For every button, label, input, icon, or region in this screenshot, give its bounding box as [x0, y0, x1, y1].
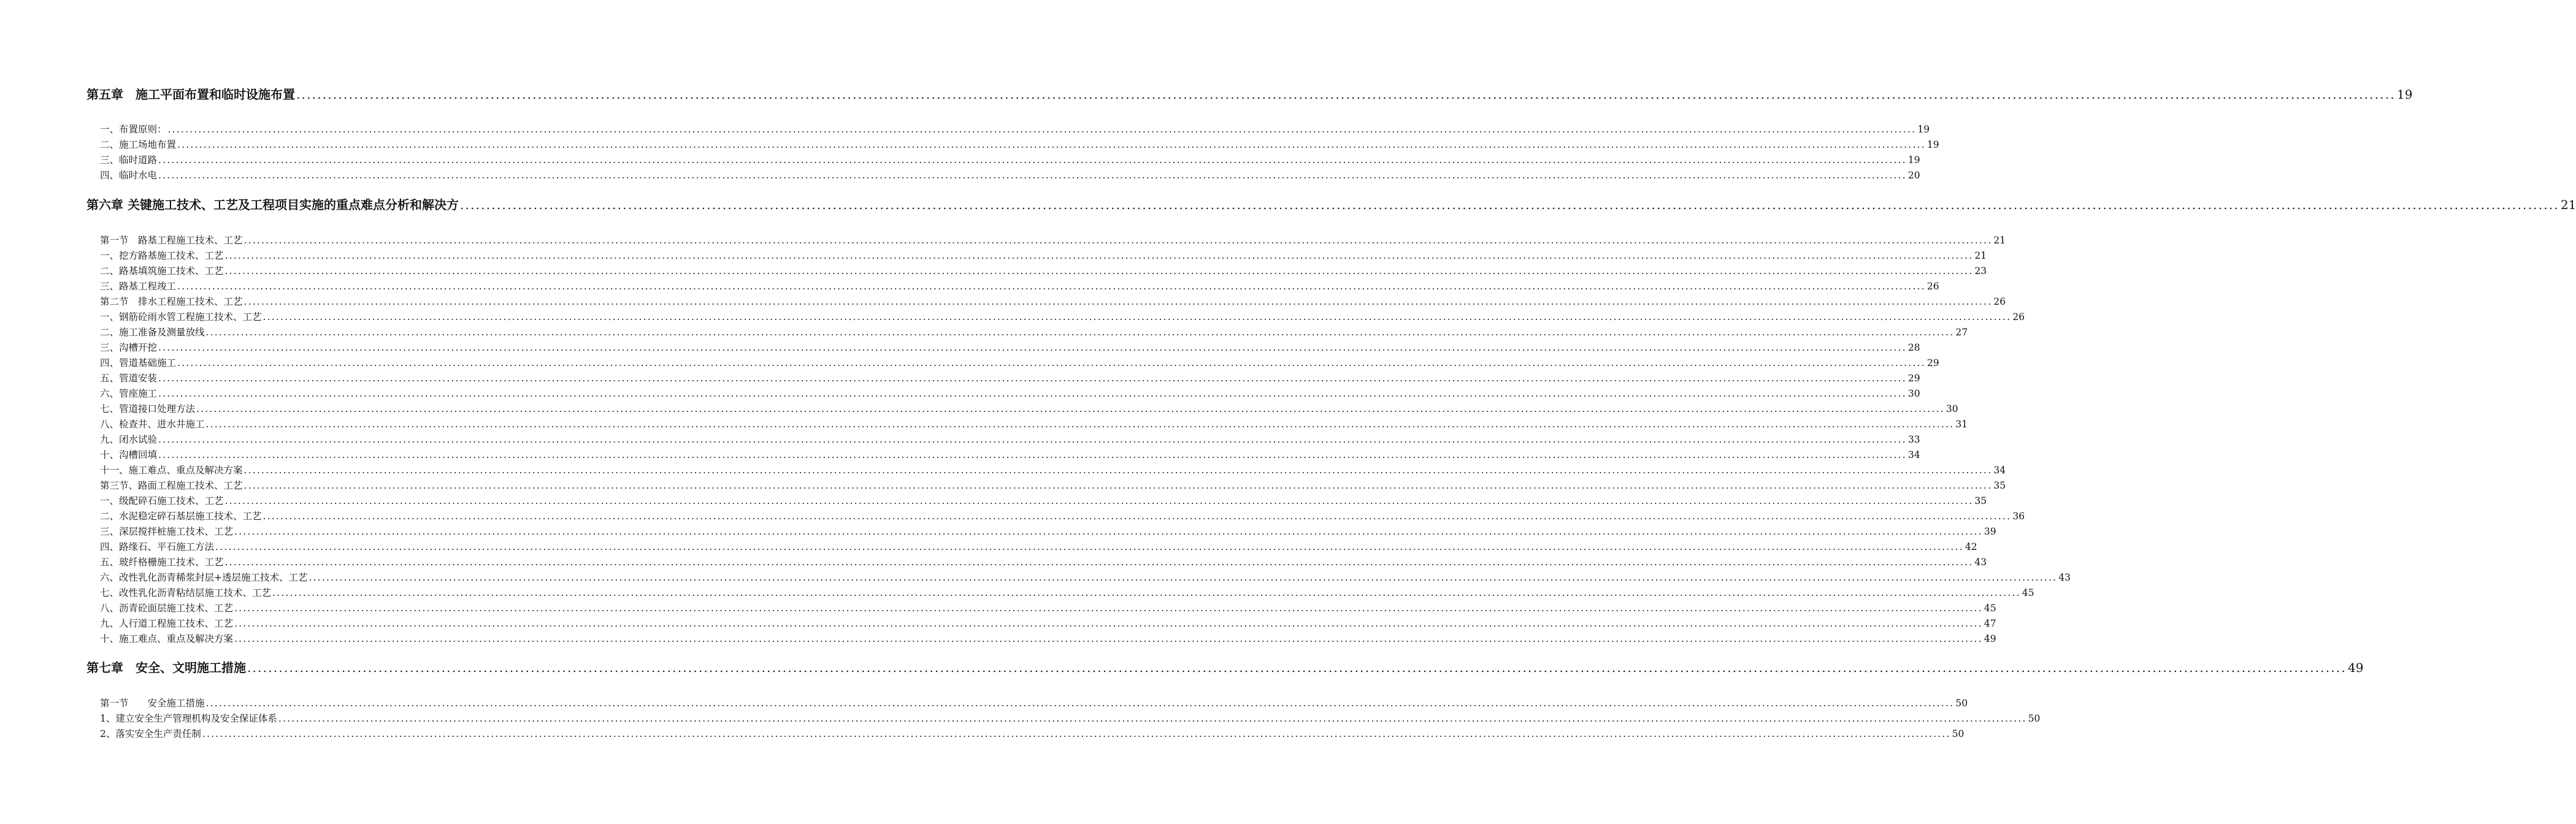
- toc-title: 四、路缘石、平石施工方法: [100, 541, 215, 552]
- dot-leader: ................................................................................................................................................................................................................................................................................................................................................................................................................: [272, 587, 2021, 598]
- dot-leader: ................................................................................................................................................................................................................................................................................................................................................................................................................: [224, 250, 1974, 261]
- toc-entry[interactable]: [100, 371, 1920, 384]
- toc-entry[interactable]: [100, 310, 2025, 323]
- dot-leader: ................................................................................................................................................................................................................................................................................................................................................................................................................: [243, 465, 1993, 476]
- toc-page-number: 36: [2012, 511, 2025, 522]
- toc-page-number: 33: [1907, 434, 1920, 445]
- toc-page-number: 31: [1955, 419, 1968, 430]
- toc-page-number: 30: [1907, 388, 1920, 399]
- toc-page-number: 50: [1952, 728, 1965, 739]
- toc-page-number: 34: [1993, 465, 2006, 476]
- toc-title: 第一节 安全施工措施: [100, 698, 205, 709]
- toc-page-number: 45: [2022, 587, 2034, 598]
- toc-title: 第七章 安全、文明施工措施: [86, 660, 246, 675]
- toc-title: 四、临时水电: [100, 170, 158, 181]
- toc-title: 1、建立安全生产管理机构及安全保证体系: [100, 713, 277, 724]
- toc-entry[interactable]: [100, 137, 1939, 151]
- toc-entry[interactable]: [100, 356, 1939, 369]
- dot-leader: ................................................................................................................................................................................................................................................................................................................................................................................................................: [234, 526, 1983, 537]
- toc-page-number: 43: [2058, 572, 2071, 583]
- toc-entry[interactable]: [100, 432, 1920, 446]
- dot-leader: ................................................................................................................................................................................................................................................................................................................................................................................................................: [167, 124, 1917, 135]
- toc-entry[interactable]: [100, 417, 1968, 430]
- toc-entry[interactable]: [100, 294, 2006, 308]
- dot-leader: ................................................................................................................................................................................................................................................................................................................................................................................................................: [205, 327, 1955, 338]
- toc-page-number: 50: [2028, 713, 2041, 724]
- toc-page-number: 19: [1907, 154, 1920, 166]
- toc-entry[interactable]: [100, 570, 2071, 584]
- toc-entry[interactable]: [100, 540, 1977, 553]
- toc-title: 三、临时道路: [100, 154, 158, 166]
- dot-leader: ................................................................................................................................................................................................................................................................................................................................................................................................................: [234, 618, 1983, 629]
- toc-title: 四、管道基础施工: [100, 357, 177, 368]
- toc-title: 三、深层搅拌桩施工技术、工艺: [100, 526, 234, 537]
- dot-leader: ................................................................................................................................................................................................................................................................................................................................................................................................................: [158, 388, 1907, 399]
- toc-title: 十、沟槽回填: [100, 449, 158, 460]
- toc-page-number: 28: [1907, 342, 1920, 353]
- dot-leader: ................................................................................................................................................................................................................................................................................................................................................................................................................: [247, 660, 2347, 675]
- dot-leader: ................................................................................................................................................................................................................................................................................................................................................................................................................: [234, 633, 1983, 644]
- toc-title: 第六章 关键施工技术、工艺及工程项目实施的重点难点分析和解决方: [86, 197, 459, 212]
- toc-page-number: 49: [2347, 660, 2364, 675]
- toc-title: 三、路基工程竣工: [100, 281, 177, 292]
- toc-entry[interactable]: [100, 279, 1939, 292]
- dot-leader: ................................................................................................................................................................................................................................................................................................................................................................................................................: [205, 419, 1955, 430]
- toc-entry[interactable]: [100, 233, 2006, 246]
- toc-title: 第五章 施工平面布置和临时设施布置: [86, 87, 295, 102]
- toc-title: 一、挖方路基施工技术、工艺: [100, 250, 224, 261]
- toc-title: 一、钢筋砼雨水管工程施工技术、工艺: [100, 311, 262, 322]
- dot-leader: ................................................................................................................................................................................................................................................................................................................................................................................................................: [224, 495, 1974, 506]
- toc-title: 十一、施工难点、重点及解决方案: [100, 465, 243, 476]
- toc-page-number: 39: [1984, 526, 1996, 537]
- dot-leader: ................................................................................................................................................................................................................................................................................................................................................................................................................: [263, 511, 2012, 522]
- toc-entry[interactable]: [100, 248, 1987, 262]
- dot-leader: ................................................................................................................................................................................................................................................................................................................................................................................................................: [177, 139, 1926, 150]
- toc-entry[interactable]: [100, 601, 1996, 614]
- toc-entry[interactable]: [100, 153, 1920, 166]
- toc-page-number: 47: [1984, 618, 1996, 629]
- toc-title: 八、检查井、进水井施工: [100, 419, 205, 430]
- toc-title: 九、人行道工程施工技术、工艺: [100, 618, 234, 629]
- toc-title: 二、施工场地布置: [100, 139, 177, 150]
- dot-leader: ................................................................................................................................................................................................................................................................................................................................................................................................................: [158, 373, 1907, 384]
- toc-page-number: 35: [1974, 495, 1987, 506]
- toc-page-number: 19: [1926, 139, 1939, 150]
- toc-entry[interactable]: [100, 168, 1920, 181]
- toc-entry[interactable]: [100, 463, 2006, 476]
- toc-entry[interactable]: [100, 696, 1968, 709]
- toc-entry[interactable]: [100, 524, 1996, 538]
- toc-page-number: 19: [1917, 124, 1930, 135]
- toc-entry[interactable]: [100, 727, 1965, 740]
- toc-page-number: 29: [1907, 373, 1920, 384]
- dot-leader: ................................................................................................................................................................................................................................................................................................................................................................................................................: [177, 357, 1926, 368]
- toc-page-number: 42: [1965, 541, 1977, 552]
- dot-leader: ................................................................................................................................................................................................................................................................................................................................................................................................................: [158, 449, 1907, 460]
- toc-page-number: 50: [1955, 698, 1968, 709]
- toc-title: 十、施工难点、重点及解决方案: [100, 633, 234, 644]
- toc-title: 一、级配碎石施工技术、工艺: [100, 495, 224, 506]
- dot-leader: ................................................................................................................................................................................................................................................................................................................................................................................................................: [459, 197, 2559, 212]
- toc-entry[interactable]: [100, 711, 2041, 725]
- toc-page-number: 21: [1974, 250, 1987, 261]
- toc-page-number: 20: [1907, 170, 1920, 181]
- toc-title: 二、路基填筑施工技术、工艺: [100, 265, 224, 277]
- toc-page-number: 26: [1993, 296, 2006, 307]
- toc-title: 第二节 排水工程施工技术、工艺: [100, 296, 243, 307]
- toc-title: 八、沥青砼面层施工技术、工艺: [100, 603, 234, 614]
- dot-leader: ................................................................................................................................................................................................................................................................................................................................................................................................................: [224, 265, 1974, 277]
- toc-title: 三、沟槽开挖: [100, 342, 158, 353]
- toc-title: 七、改性乳化沥青粘结层施工技术、工艺: [100, 587, 272, 598]
- dot-leader: ................................................................................................................................................................................................................................................................................................................................................................................................................: [234, 603, 1983, 614]
- dot-leader: ................................................................................................................................................................................................................................................................................................................................................................................................................: [158, 342, 1907, 353]
- toc-page-number: 35: [1993, 480, 2006, 491]
- toc-page-number: 49: [1984, 633, 1996, 644]
- toc-entry[interactable]: [100, 494, 1987, 507]
- dot-leader: ................................................................................................................................................................................................................................................................................................................................................................................................................: [158, 434, 1907, 445]
- toc-entry[interactable]: [100, 122, 1930, 135]
- toc-entry[interactable]: [100, 340, 1920, 354]
- toc-page-number: 26: [2012, 311, 2025, 322]
- dot-leader: ................................................................................................................................................................................................................................................................................................................................................................................................................: [205, 698, 1955, 709]
- toc-entry[interactable]: [100, 448, 1920, 461]
- dot-leader: ................................................................................................................................................................................................................................................................................................................................................................................................................: [263, 311, 2012, 322]
- toc-entry[interactable]: [100, 386, 1920, 400]
- toc-title: 一、布置原则：: [100, 124, 167, 135]
- dot-leader: ................................................................................................................................................................................................................................................................................................................................................................................................................: [296, 87, 2396, 102]
- dot-leader: ................................................................................................................................................................................................................................................................................................................................................................................................................: [309, 572, 2058, 583]
- toc-title: 二、施工准备及测量放线: [100, 327, 205, 338]
- toc-title: 五、管道安装: [100, 373, 158, 384]
- toc-entry[interactable]: [100, 264, 1987, 277]
- toc-chapter[interactable]: [86, 195, 2576, 213]
- dot-leader: ................................................................................................................................................................................................................................................................................................................................................................................................................: [158, 170, 1907, 181]
- toc-entry[interactable]: [100, 555, 1987, 568]
- toc-entry[interactable]: [100, 325, 1968, 338]
- toc-entry[interactable]: [100, 509, 2025, 522]
- toc-title: 六、管座施工: [100, 388, 158, 399]
- toc-chapter[interactable]: [86, 85, 2413, 102]
- toc-page-number: 21: [2560, 197, 2576, 212]
- toc-page-number: 27: [1955, 327, 1968, 338]
- toc-entry[interactable]: [100, 586, 2034, 599]
- toc-title: 五、玻纤格栅施工技术、工艺: [100, 557, 224, 568]
- toc-title: 七、管道接口处理方法: [100, 403, 196, 414]
- dot-leader: ................................................................................................................................................................................................................................................................................................................................................................................................................: [243, 235, 1993, 246]
- dot-leader: ................................................................................................................................................................................................................................................................................................................................................................................................................: [158, 154, 1907, 166]
- toc-page-number: 45: [1984, 603, 1996, 614]
- toc-title: 2、落实安全生产责任制: [100, 728, 201, 739]
- toc-entry[interactable]: [100, 402, 1958, 415]
- toc-title: 九、闭水试验: [100, 434, 158, 445]
- toc-entry[interactable]: [100, 616, 1996, 630]
- dot-leader: ................................................................................................................................................................................................................................................................................................................................................................................................................: [202, 728, 1951, 739]
- toc-page-number: 29: [1926, 357, 1939, 368]
- dot-leader: ................................................................................................................................................................................................................................................................................................................................................................................................................: [243, 296, 1993, 307]
- dot-leader: ................................................................................................................................................................................................................................................................................................................................................................................................................: [224, 557, 1974, 568]
- toc-entry[interactable]: [100, 478, 2006, 492]
- dot-leader: ................................................................................................................................................................................................................................................................................................................................................................................................................: [196, 403, 1945, 414]
- toc-page-number: 23: [1974, 265, 1987, 277]
- toc-page-number: 43: [1974, 557, 1987, 568]
- toc-page-number: 19: [2396, 87, 2413, 102]
- dot-leader: ................................................................................................................................................................................................................................................................................................................................................................................................................: [278, 713, 2027, 724]
- toc-page-number: 34: [1907, 449, 1920, 460]
- toc-entry[interactable]: [100, 631, 1996, 645]
- toc-chapter[interactable]: [86, 658, 2364, 676]
- dot-leader: ................................................................................................................................................................................................................................................................................................................................................................................................................: [243, 480, 1993, 491]
- toc-page-number: 21: [1993, 235, 2006, 246]
- dot-leader: ................................................................................................................................................................................................................................................................................................................................................................................................................: [215, 541, 1964, 552]
- toc-page-number: 30: [1945, 403, 1958, 414]
- toc-page-number: 26: [1926, 281, 1939, 292]
- toc-title: 第三节、路面工程施工技术、工艺: [100, 480, 243, 491]
- toc-title: 六、改性乳化沥青稀浆封层+透层施工技术、工艺: [100, 572, 308, 583]
- toc-title: 二、水泥稳定碎石基层施工技术、工艺: [100, 511, 262, 522]
- dot-leader: ................................................................................................................................................................................................................................................................................................................................................................................................................: [177, 281, 1926, 292]
- toc-title: 第一节 路基工程施工技术、工艺: [100, 235, 243, 246]
